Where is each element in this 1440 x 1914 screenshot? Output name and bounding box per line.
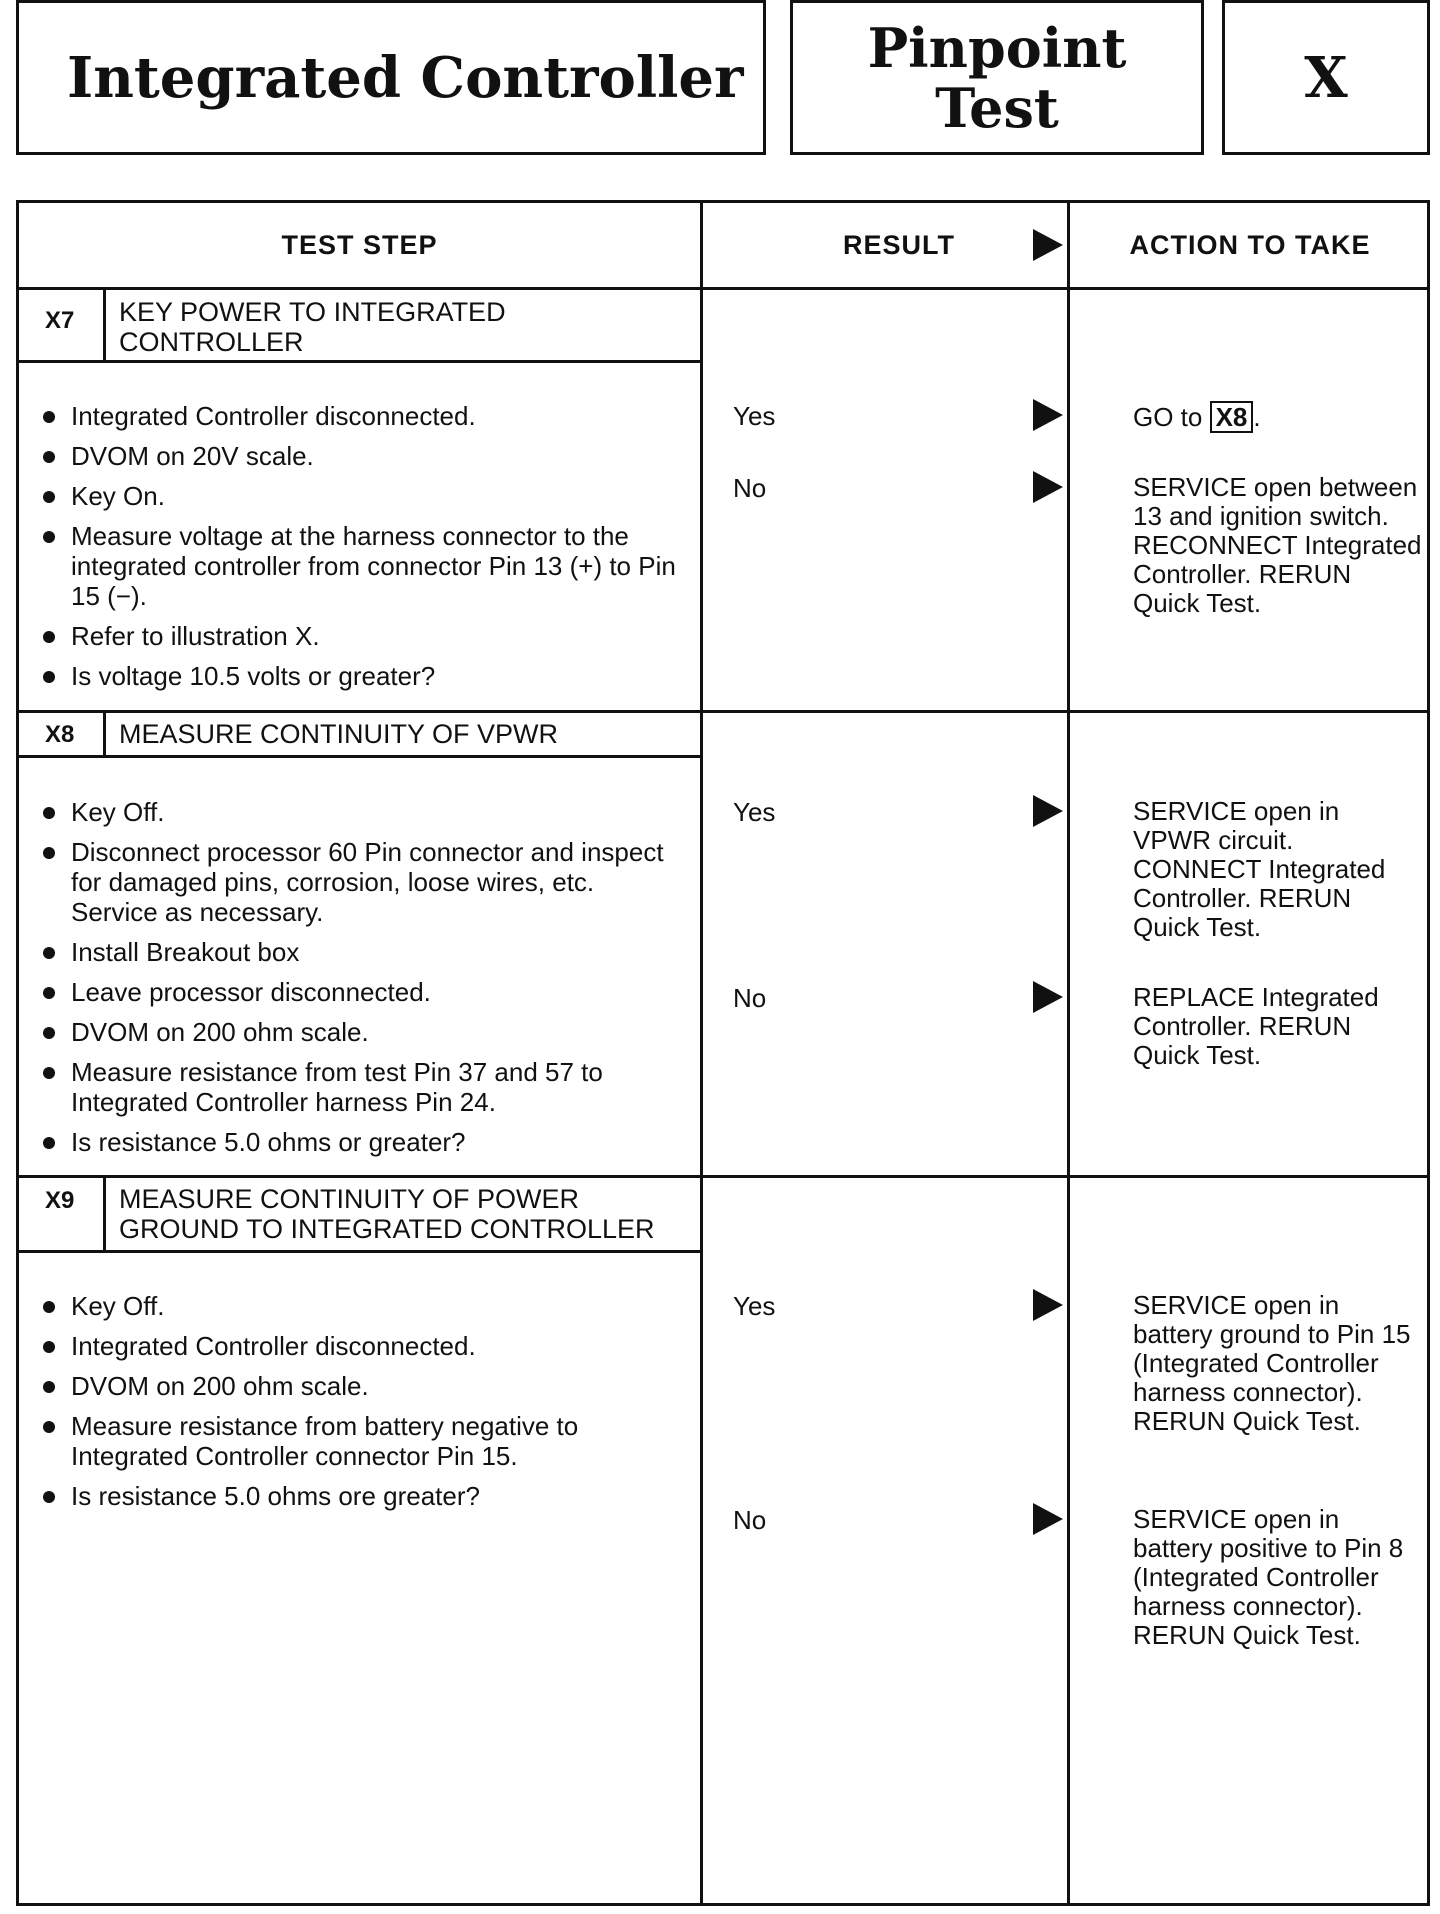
list-item: Key Off. [41,1291,681,1321]
step-divider [19,1175,1427,1178]
step-title-line: CONTROLLER [119,327,304,357]
result-yes: Yes [733,1291,776,1321]
step-id-divider [103,287,106,361]
list-item: Measure voltage at the harness connector to the integrated controller from connector Pin 13 (+) to Pin 15 (−). [41,521,681,611]
pinpoint-line1: Pinpoint [867,15,1127,80]
list-item: Refer to illustration X. [41,621,681,651]
step-id-divider [103,710,106,756]
arrow-right-icon [1033,981,1063,1013]
step-id: X7 [45,307,75,334]
column-divider [700,203,703,1903]
step-id: X9 [45,1187,75,1214]
step-title [119,297,506,357]
result-no: No [733,1505,767,1535]
step-title-line: GROUND TO INTEGRATED CONTROLLER [119,1214,655,1244]
result-yes: Yes [733,401,776,431]
column-header-result: RESULT [843,229,955,260]
arrow-right-icon [1033,1289,1063,1321]
action-text: SERVICE open between 13 and ignition switch. RECONNECT Integrated Controller. RERUN Quick Test. [1133,472,1422,618]
column-header-test-step: TEST STEP [281,229,438,260]
action-prefix: GO to [1133,402,1203,432]
action-text: SERVICE open in battery positive to Pin 8 (Integrated Controller harness connector). RERUN Quick Test. [1133,1504,1404,1650]
step-title-divider [19,1250,700,1253]
arrow-right-icon [1033,795,1063,827]
step-title-divider [19,755,700,758]
step-id-divider [103,1175,106,1251]
step-bullets [41,1291,681,1521]
step-title-line: MEASURE CONTINUITY OF POWER [119,1184,580,1214]
pinpoint-test-label [790,0,1204,155]
action-text [1133,401,1423,433]
arrow-right-icon [1033,471,1063,503]
step-title-line: MEASURE CONTINUITY OF VPWR [119,719,559,749]
list-item: Is voltage 10.5 volts or greater? [41,661,681,691]
arrow-right-icon [1033,1503,1063,1535]
list-item: Integrated Controller disconnected. [41,401,681,431]
result-no: No [733,983,767,1013]
list-item: Key On. [41,481,681,511]
list-item: Key Off. [41,797,681,827]
step-bullets [41,401,681,701]
list-item: DVOM on 200 ohm scale. [41,1371,681,1401]
action-suffix: . [1253,402,1261,432]
action-text: SERVICE open in VPWR circuit. CONNECT Integrated Controller. RERUN Quick Test. [1133,796,1386,942]
action-text: SERVICE open in battery ground to Pin 15 (Integrated Controller harness connector). RERUN Quick Test. [1133,1290,1411,1436]
result-yes: Yes [733,797,776,827]
list-item: Integrated Controller disconnected. [41,1331,681,1361]
list-item: Is resistance 5.0 ohms or greater? [41,1127,681,1157]
header-divider [19,287,1427,290]
step-title [119,1184,655,1244]
pinpoint-table [16,200,1430,1906]
step-divider [19,710,1427,713]
list-item: Disconnect processor 60 Pin connector and inspect for damaged pins, corrosion, loose wires, etc. Service as necessary. [41,837,681,927]
step-title [119,719,558,749]
list-item: Measure resistance from battery negative to Integrated Controller connector Pin 15. [41,1411,681,1471]
list-item: DVOM on 200 ohm scale. [41,1017,681,1047]
column-header-action: ACTION TO TAKE [1129,229,1371,260]
step-reference-link[interactable]: X8 [1210,401,1254,433]
action-text: REPLACE Integrated Controller. RERUN Quick Test. [1133,982,1379,1070]
step-id: X8 [45,721,75,748]
test-code: X [1222,0,1430,155]
arrow-right-icon [1033,229,1063,261]
list-item: Measure resistance from test Pin 37 and 57 to Integrated Controller harness Pin 24. [41,1057,681,1117]
list-item: Is resistance 5.0 ohms ore greater? [41,1481,681,1511]
pinpoint-line2: Test [935,75,1059,140]
step-title-line: KEY POWER TO INTEGRATED [119,297,506,327]
list-item: Install Breakout box [41,937,681,967]
step-title-divider [19,360,700,363]
column-divider [1067,203,1070,1903]
page-title: Integrated Controller [16,0,766,155]
list-item: Leave processor disconnected. [41,977,681,1007]
list-item: DVOM on 20V scale. [41,441,681,471]
arrow-right-icon [1033,399,1063,431]
step-bullets [41,797,681,1167]
result-no: No [733,473,767,503]
